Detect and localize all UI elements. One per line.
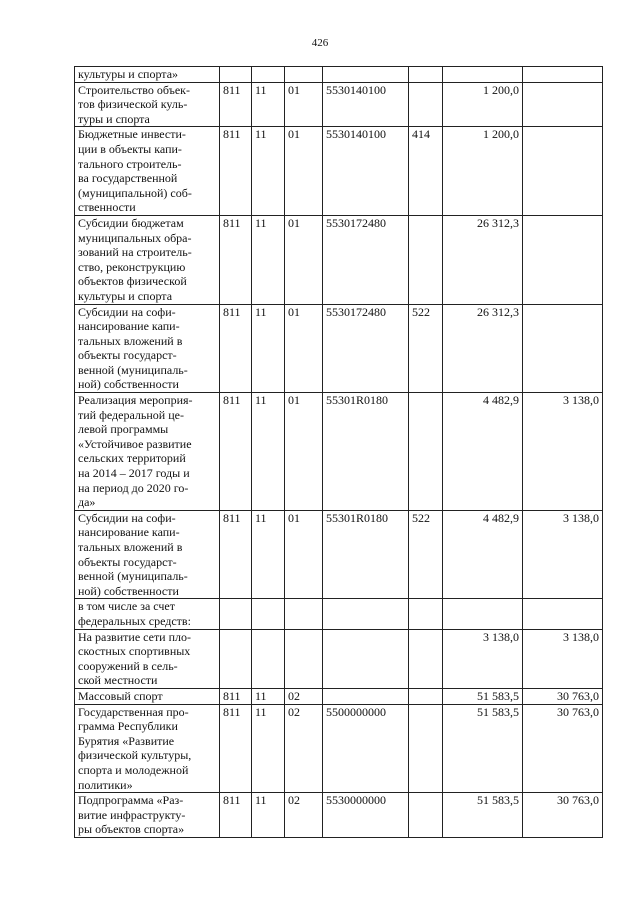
target-article-cell: 5530172480 bbox=[323, 304, 409, 393]
table-row bbox=[75, 704, 603, 793]
target-article-cell: 5500000000 bbox=[323, 704, 409, 793]
ved-cell: 811 bbox=[220, 510, 252, 599]
item-name-line: венной (муниципаль- bbox=[78, 569, 188, 584]
item-name-cell bbox=[75, 82, 220, 127]
budget-table bbox=[74, 66, 603, 838]
item-name-line: Субсидии бюджетам bbox=[78, 215, 184, 230]
amount-federal-cell: 3 138,0 bbox=[523, 629, 603, 688]
table-row bbox=[75, 82, 603, 127]
target-article-cell bbox=[323, 67, 409, 83]
expense-type-cell bbox=[409, 82, 443, 127]
expense-type-cell bbox=[409, 215, 443, 304]
item-name-line: Субсидии на софи- bbox=[78, 304, 176, 319]
item-name-line: тальных вложений в bbox=[78, 540, 183, 554]
item-name-line: ной) собственности bbox=[78, 583, 179, 598]
item-name-line: Бюджетные инвести- bbox=[78, 127, 186, 142]
item-name-line: левой программы bbox=[78, 422, 169, 437]
item-name-line: федеральных средств: bbox=[78, 613, 191, 628]
item-name-cell bbox=[75, 793, 220, 838]
item-name-line: Массовый спорт bbox=[78, 688, 163, 703]
subsection-cell: 01 bbox=[285, 82, 323, 127]
item-name-line: муниципальных обра- bbox=[78, 230, 192, 245]
table-row bbox=[75, 393, 603, 511]
ved-cell: 811 bbox=[220, 304, 252, 393]
ved-cell bbox=[220, 629, 252, 688]
amount-total-cell bbox=[443, 67, 523, 83]
amount-total-cell: 26 312,3 bbox=[443, 304, 523, 393]
target-article-cell: 55301R0180 bbox=[323, 393, 409, 511]
amount-total-cell: 4 482,9 bbox=[443, 393, 523, 511]
amount-total-cell: 26 312,3 bbox=[443, 215, 523, 304]
amount-total-cell: 51 583,5 bbox=[443, 793, 523, 838]
ved-cell: 811 bbox=[220, 82, 252, 127]
expense-type-cell bbox=[409, 67, 443, 83]
table-row bbox=[75, 629, 603, 688]
section-cell: 11 bbox=[252, 793, 285, 838]
item-name-cell bbox=[75, 127, 220, 216]
item-name-line: объекты государст- bbox=[78, 348, 177, 363]
amount-total-cell: 1 200,0 bbox=[443, 127, 523, 216]
item-name-line: ство, реконструкцию bbox=[78, 259, 186, 274]
item-name-line: сооружений в сель- bbox=[78, 658, 178, 673]
amount-federal-cell bbox=[523, 599, 603, 629]
item-name-cell bbox=[75, 67, 220, 83]
item-name-line: да» bbox=[78, 495, 96, 510]
page-number: 426 bbox=[311, 37, 329, 49]
subsection-cell: 01 bbox=[285, 127, 323, 216]
ved-cell: 811 bbox=[220, 793, 252, 838]
section-cell: 11 bbox=[252, 127, 285, 216]
item-name-cell bbox=[75, 215, 220, 304]
amount-total-cell: 51 583,5 bbox=[443, 688, 523, 704]
section-cell bbox=[252, 629, 285, 688]
table-row bbox=[75, 793, 603, 838]
item-name-cell bbox=[75, 304, 220, 393]
section-cell: 11 bbox=[252, 688, 285, 704]
amount-federal-cell: 30 763,0 bbox=[523, 704, 603, 793]
item-name-line: ной) собственности bbox=[78, 377, 179, 392]
item-name-cell bbox=[75, 510, 220, 599]
item-name-line: Бурятия «Развитие bbox=[78, 733, 175, 748]
amount-federal-cell bbox=[523, 67, 603, 83]
subsection-cell: 01 bbox=[285, 393, 323, 511]
item-name-line: зований на строитель- bbox=[78, 245, 192, 260]
item-name-line: политики» bbox=[78, 777, 133, 792]
subsection-cell bbox=[285, 599, 323, 629]
target-article-cell: 5530140100 bbox=[323, 127, 409, 216]
section-cell: 11 bbox=[252, 215, 285, 304]
subsection-cell bbox=[285, 67, 323, 83]
subsection-cell: 02 bbox=[285, 704, 323, 793]
amount-federal-cell: 3 138,0 bbox=[523, 510, 603, 599]
item-name-line: в том числе за счет bbox=[78, 599, 175, 614]
table-row bbox=[75, 688, 603, 704]
subsection-cell bbox=[285, 629, 323, 688]
amount-federal-cell: 3 138,0 bbox=[523, 393, 603, 511]
item-name-line: нансирование капи- bbox=[78, 525, 180, 540]
section-cell bbox=[252, 67, 285, 83]
item-name-line: грамма Республики bbox=[78, 719, 178, 734]
item-name-line: Строительство объек- bbox=[78, 82, 191, 97]
amount-federal-cell bbox=[523, 304, 603, 393]
ved-cell: 811 bbox=[220, 215, 252, 304]
target-article-cell: 5530172480 bbox=[323, 215, 409, 304]
amount-federal-cell: 30 763,0 bbox=[523, 793, 603, 838]
item-name-line: Подпрограмма «Раз- bbox=[78, 793, 184, 808]
amount-federal-cell bbox=[523, 215, 603, 304]
item-name-cell bbox=[75, 704, 220, 793]
subsection-cell: 01 bbox=[285, 215, 323, 304]
item-name-line: (муниципальной) соб- bbox=[78, 185, 192, 200]
target-article-cell bbox=[323, 599, 409, 629]
amount-total-cell: 51 583,5 bbox=[443, 704, 523, 793]
item-name-line: На развитие сети пло- bbox=[78, 629, 192, 644]
subsection-cell: 01 bbox=[285, 510, 323, 599]
target-article-cell bbox=[323, 688, 409, 704]
expense-type-cell: 522 bbox=[409, 304, 443, 393]
section-cell: 11 bbox=[252, 704, 285, 793]
item-name-line: спорта и молодежной bbox=[78, 762, 189, 777]
item-name-line: объектов физической bbox=[78, 274, 187, 289]
target-article-cell: 55301R0180 bbox=[323, 510, 409, 599]
item-name-line: витие инфраструкту- bbox=[78, 807, 186, 822]
item-name-line: Субсидии на софи- bbox=[78, 510, 176, 525]
item-name-line: тов физической куль- bbox=[78, 97, 188, 112]
target-article-cell: 5530140100 bbox=[323, 82, 409, 127]
item-name-cell bbox=[75, 393, 220, 511]
ved-cell: 811 bbox=[220, 393, 252, 511]
amount-total-cell: 3 138,0 bbox=[443, 629, 523, 688]
target-article-cell bbox=[323, 629, 409, 688]
item-name-line: скостных спортивных bbox=[78, 644, 191, 659]
item-name-line: на 2014 – 2017 годы и bbox=[78, 466, 190, 481]
section-cell: 11 bbox=[252, 510, 285, 599]
item-name-cell bbox=[75, 688, 220, 704]
item-name-cell bbox=[75, 629, 220, 688]
ved-cell bbox=[220, 599, 252, 629]
item-name-line: ва государственной bbox=[78, 171, 178, 186]
item-name-line: ции в объекты капи- bbox=[78, 141, 182, 156]
table-row bbox=[75, 510, 603, 599]
section-cell: 11 bbox=[252, 82, 285, 127]
expense-type-cell: 414 bbox=[409, 127, 443, 216]
item-name-line: венной (муниципаль- bbox=[78, 362, 188, 377]
item-name-line: ской местности bbox=[78, 673, 158, 688]
table-body bbox=[75, 67, 603, 838]
amount-total-cell bbox=[443, 599, 523, 629]
expense-type-cell bbox=[409, 688, 443, 704]
amount-federal-cell bbox=[523, 82, 603, 127]
target-article-cell: 5530000000 bbox=[323, 793, 409, 838]
item-name-line: Реализация мероприя- bbox=[78, 393, 193, 408]
item-name-line: культуры и спорта» bbox=[78, 67, 179, 81]
section-cell: 11 bbox=[252, 393, 285, 511]
ved-cell: 811 bbox=[220, 127, 252, 216]
item-name-line: «Устойчивое развитие bbox=[78, 436, 192, 451]
expense-type-cell: 522 bbox=[409, 510, 443, 599]
section-cell: 11 bbox=[252, 304, 285, 393]
expense-type-cell bbox=[409, 793, 443, 838]
subsection-cell: 02 bbox=[285, 793, 323, 838]
amount-total-cell: 4 482,9 bbox=[443, 510, 523, 599]
expense-type-cell bbox=[409, 599, 443, 629]
subsection-cell: 02 bbox=[285, 688, 323, 704]
expense-type-cell bbox=[409, 393, 443, 511]
table-row bbox=[75, 67, 603, 83]
item-name-line: культуры и спорта bbox=[78, 288, 173, 303]
amount-total-cell: 1 200,0 bbox=[443, 82, 523, 127]
item-name-line: на период до 2020 го- bbox=[78, 480, 189, 495]
expense-type-cell bbox=[409, 629, 443, 688]
item-name-line: тальных вложений в bbox=[78, 333, 183, 348]
table-row bbox=[75, 304, 603, 393]
section-cell bbox=[252, 599, 285, 629]
item-name-line: тий федеральной це- bbox=[78, 407, 184, 422]
item-name-line: ственности bbox=[78, 200, 136, 215]
table-row bbox=[75, 127, 603, 216]
ved-cell bbox=[220, 67, 252, 83]
item-name-cell bbox=[75, 599, 220, 629]
item-name-line: Государственная про- bbox=[78, 704, 189, 719]
amount-federal-cell bbox=[523, 127, 603, 216]
item-name-line: нансирование капи- bbox=[78, 319, 180, 334]
item-name-line: ры объектов спорта» bbox=[78, 822, 185, 837]
item-name-line: сельских территорий bbox=[78, 451, 186, 466]
item-name-line: физической культуры, bbox=[78, 748, 192, 763]
amount-federal-cell: 30 763,0 bbox=[523, 688, 603, 704]
subsection-cell: 01 bbox=[285, 304, 323, 393]
ved-cell: 811 bbox=[220, 704, 252, 793]
item-name-line: тального строитель- bbox=[78, 156, 182, 171]
table-row bbox=[75, 599, 603, 629]
ved-cell: 811 bbox=[220, 688, 252, 704]
table-row bbox=[75, 215, 603, 304]
item-name-line: туры и спорта bbox=[78, 111, 150, 126]
item-name-line: объекты государст- bbox=[78, 554, 177, 569]
expense-type-cell bbox=[409, 704, 443, 793]
